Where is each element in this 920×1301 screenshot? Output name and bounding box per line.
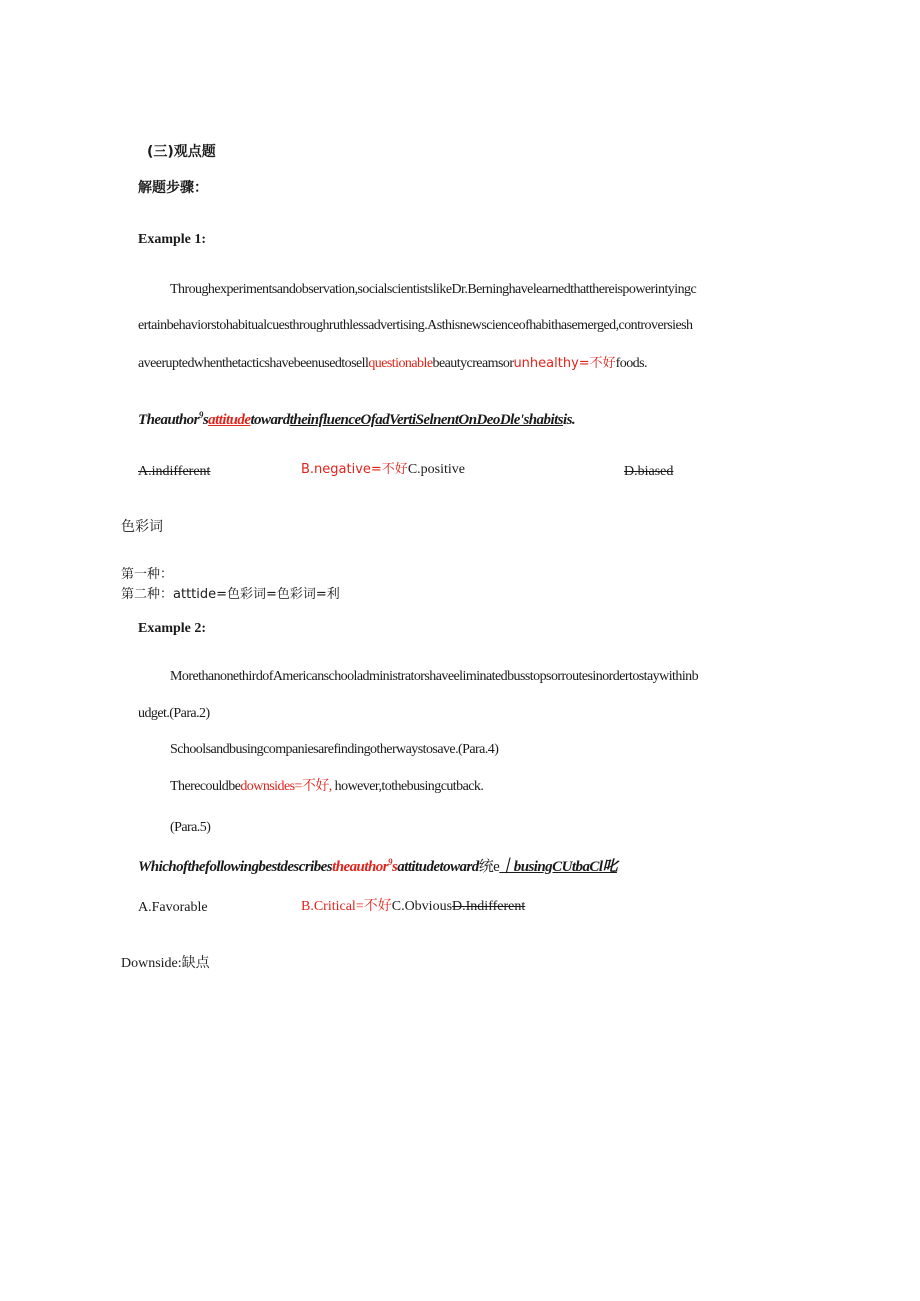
example2-line5: (Para.5) — [170, 820, 211, 835]
question-highlight-attitude: attitude — [208, 412, 251, 428]
example2-line4 — [170, 780, 483, 794]
example2-option-c: C.Obvious — [391, 899, 453, 914]
downside-vocab-note: Downside:缺点 — [121, 956, 210, 971]
question-underlined-topic: theinfluenceOfadVertiSelnentOnDeoDle'shabits — [289, 412, 563, 428]
type-one-note: 第一种： — [121, 567, 174, 582]
highlight-questionable: questionable — [368, 356, 433, 371]
question-text: toward — [250, 412, 290, 428]
passage-text: aveeruptedwhenthetacticshavebeenusedtosell — [138, 356, 369, 371]
passage-text: beautycreamsor — [432, 356, 514, 371]
example1-option-b — [301, 462, 408, 477]
example2-option-d: D.Indifferent — [452, 899, 526, 914]
question-highlight-s: s — [391, 859, 398, 875]
example1-passage-line2: ertainbehaviorstohabitualcuesthroughruthlessadvertising.Asthisnewscienceofhabithasemerged,controversiesh — [138, 318, 693, 333]
highlight-unhealthy: unhealthy=不好 — [513, 356, 616, 371]
highlight-downsides: downsides=不好, — [240, 779, 332, 794]
question-text: attitudetoward — [397, 859, 479, 875]
example2-option-a: A.Favorable — [138, 900, 208, 915]
type-two-note: 第二种：atttide=色彩词=色彩词=利 — [121, 587, 340, 602]
example1-passage-line3 — [138, 357, 647, 371]
example2-question — [138, 857, 617, 875]
example1-passage-line1: Throughexperimentsandobservation,socialscientistslikeDr.Berninghavelearnedthatthereispowerintyingc — [170, 282, 697, 297]
steps-label: 解题步骤： — [138, 180, 208, 196]
question-text: s — [202, 412, 209, 428]
question-text: Theauthor — [138, 412, 199, 428]
question-text: is. — [562, 412, 576, 428]
example2-line2: udget.(Para.2) — [138, 706, 210, 721]
example1-question — [138, 410, 576, 428]
passage-text: Therecouldbe — [170, 779, 241, 794]
passage-text: however,tothebusingcutback. — [331, 779, 484, 794]
example1-option-a: A.indifferent — [138, 464, 211, 479]
passage-text: foods. — [615, 356, 647, 371]
example1-option-c: C.positive — [407, 462, 465, 477]
example1-label: Example 1: — [138, 232, 207, 247]
color-words-note: 色彩词 — [121, 519, 163, 535]
option-b-text: B.negative=不好 — [301, 462, 408, 477]
example1-option-bc — [301, 463, 465, 477]
question-underlined-topic: ｜busingCUtbaCl叱 — [499, 859, 617, 875]
question-text: Whichofthefollowingbestdescribes — [138, 859, 333, 875]
example2-line3: Schoolsandbusingcompaniesarefindingotherwaystosave.(Para.4) — [170, 742, 499, 757]
section-heading: (三)观点题 — [147, 144, 216, 160]
example1-option-d: D.biased — [624, 464, 674, 479]
example2-option-b: B.Critical=不好 — [301, 899, 392, 914]
example2-line1: MorethanonethirdofAmericanschooladministratorshaveeliminatedbusstopsorroutesinordertostaywithinb — [170, 669, 699, 684]
question-highlight-author: theauthor — [332, 859, 388, 875]
question-sup: 9 — [388, 857, 392, 867]
question-text: 统e — [478, 859, 500, 875]
example2-label: Example 2: — [138, 621, 207, 636]
question-sup: 9 — [198, 410, 203, 420]
example2-option-bcd — [301, 900, 525, 914]
